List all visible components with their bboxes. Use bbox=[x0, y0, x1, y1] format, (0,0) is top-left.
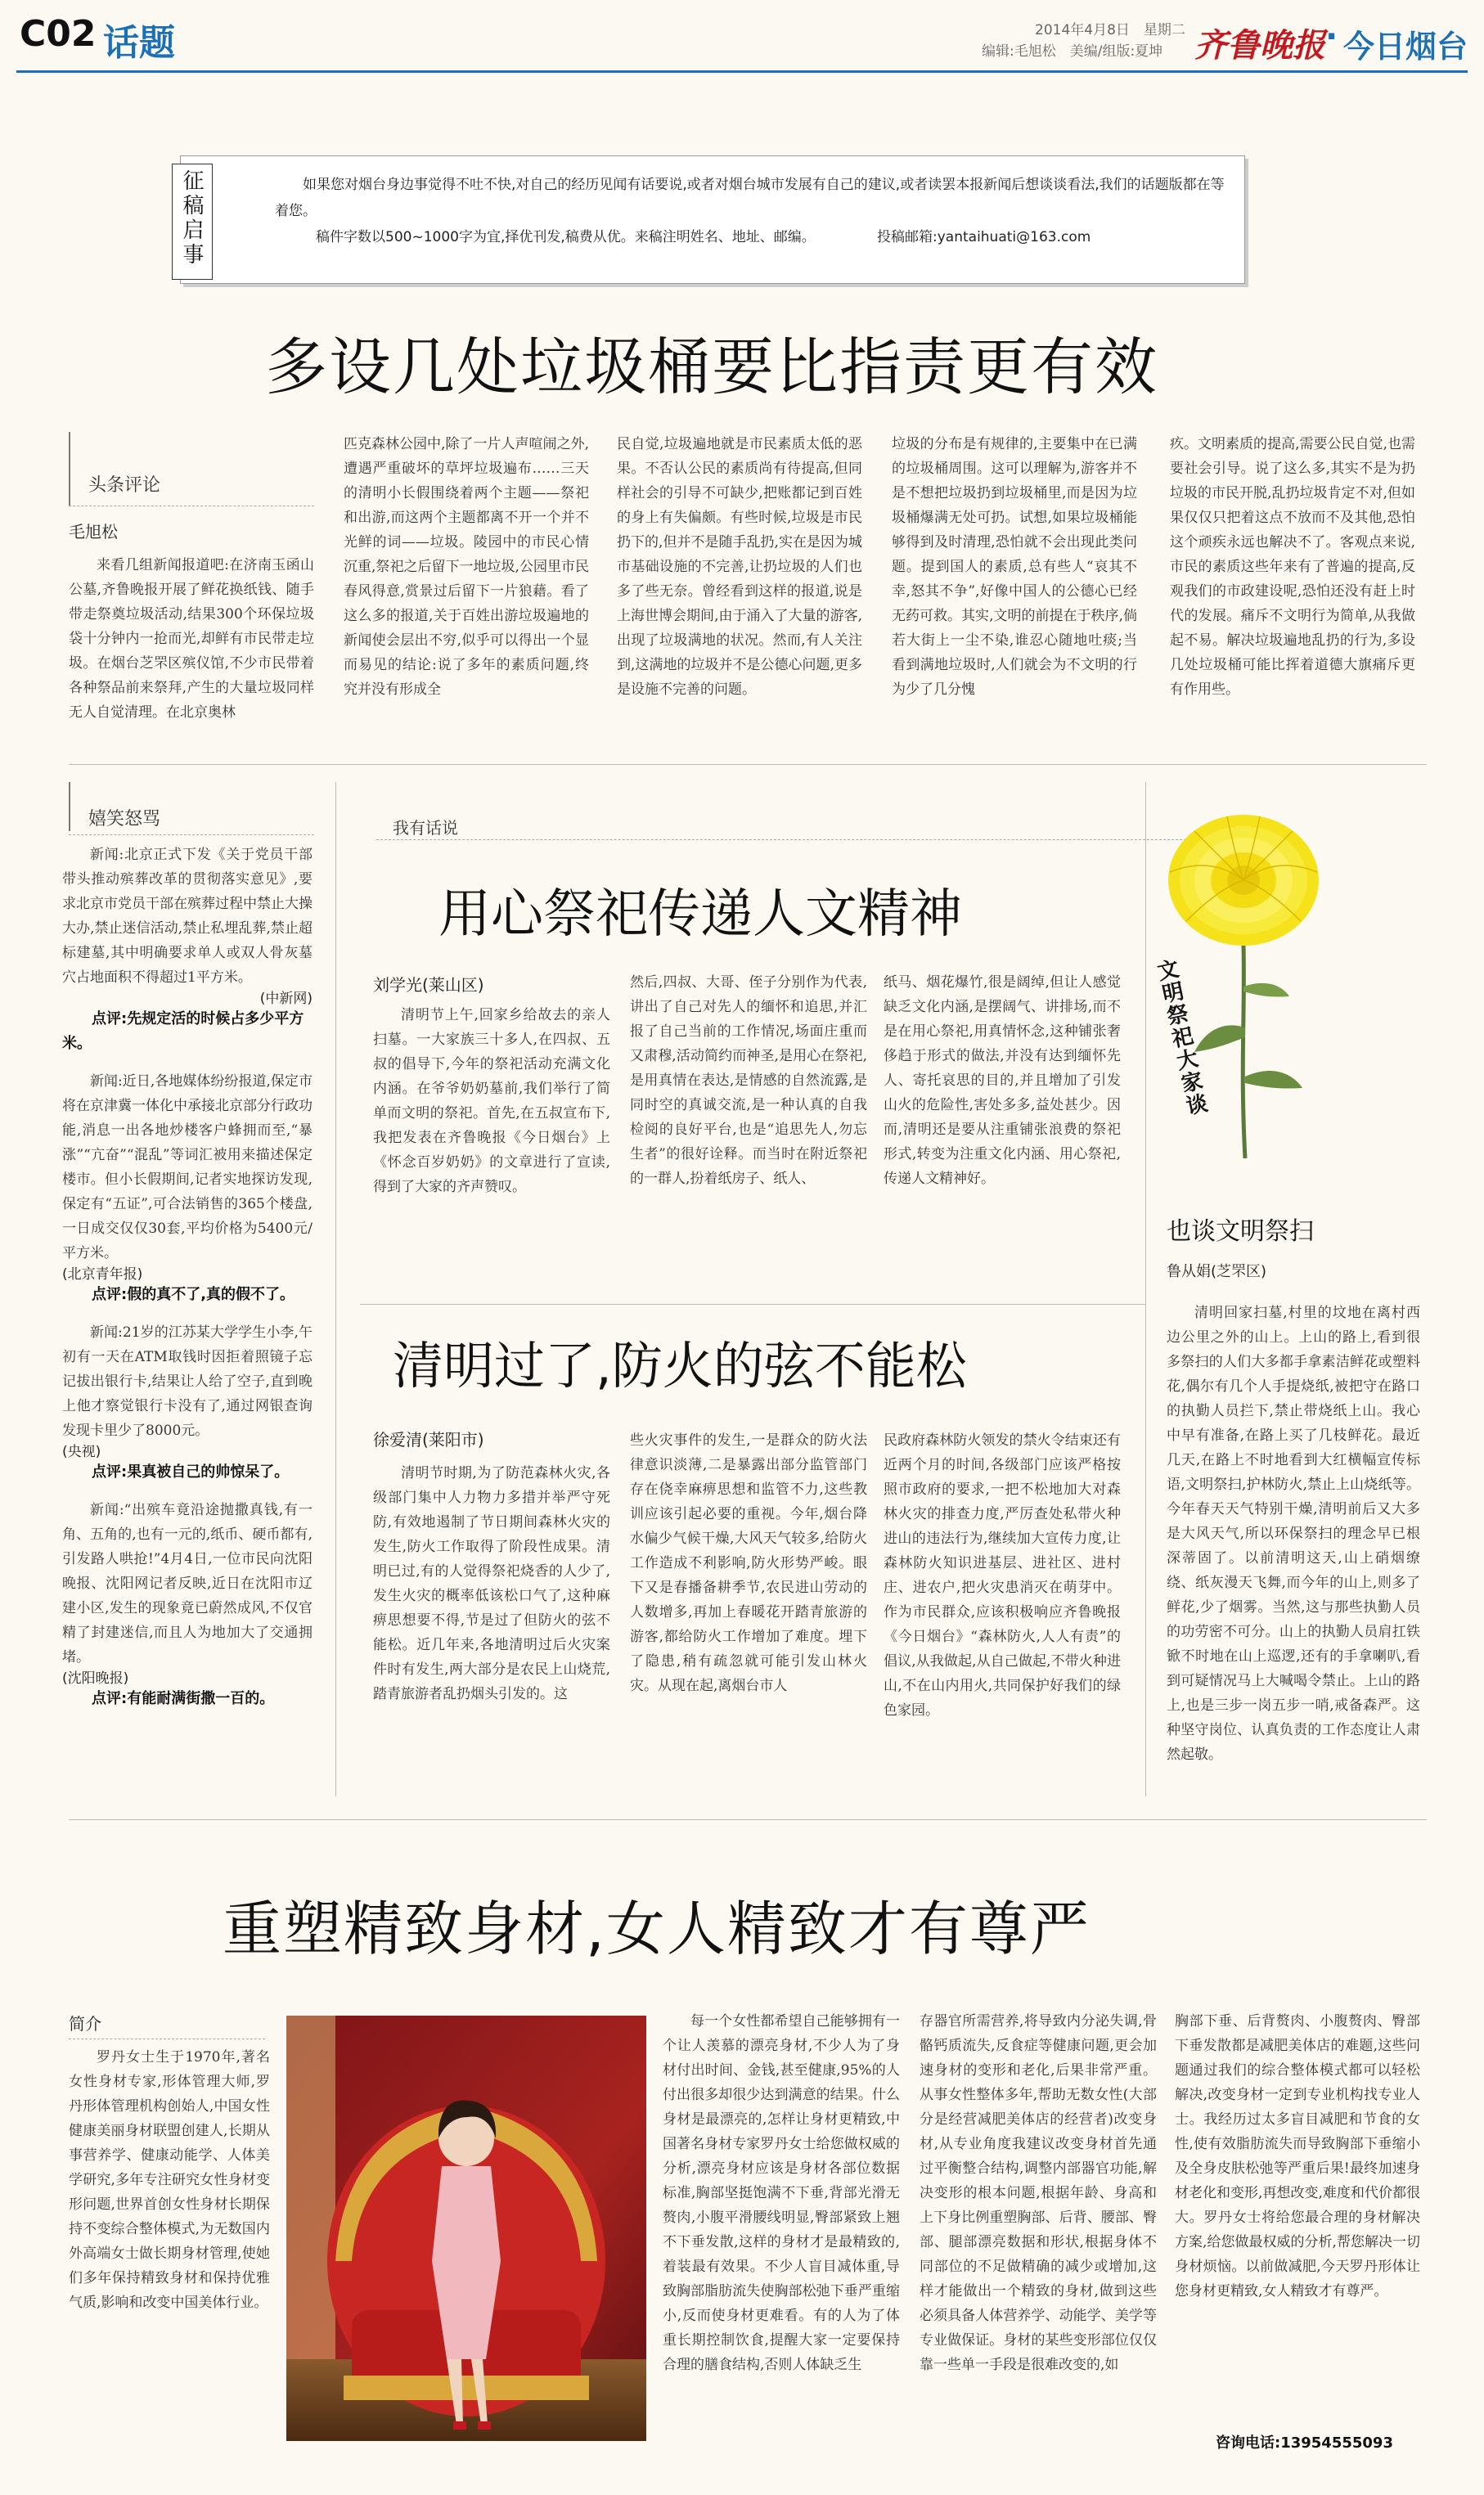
column2-body-col1: 清明节上午,回家乡给故去的亲人扫墓。一大家族三十多人,在四叔、五叔的倡导下,今年的祭祀活动充满文化内涵。在爷爷奶奶墓前,我们举行了简单而文明的祭祀。首先,在五叔宣布下,我把发表在齐鲁晚报《今日烟台》上《怀念百岁奶奶》的文章进行了宣读,得到了大家的齐声赞叹。 bbox=[373, 1007, 610, 1195]
briefs-column-label: 嬉笑怒骂 bbox=[88, 809, 161, 829]
brief-item bbox=[62, 1498, 313, 1711]
briefs-vertical-divider bbox=[335, 782, 336, 1796]
notice-tag-text: 征稿启事 bbox=[179, 169, 204, 267]
brief-comment: 点评:假的真不了,真的假不了。 bbox=[92, 1286, 295, 1303]
ad-body-col1: 每一个女性都希望自己能够拥有一个让人羡慕的漂亮身材,不少人为了身材付出时间、金钱,甚至健康,95%的人付出很多却很少达到满意的结果。什么身材是最漂亮的,怎样让身材更精致,中国著名身材专家罗丹女士给您做权威的分析,漂亮身材应该是身材各部位数据标准,胸部坚挺饱满不下垂,背部光滑无赘肉,小腹平滑腰线明显,臀部紧致上翘不下垂发散,这样的身材才是最精致的,着装最有效果。不少人盲目减体重,导致胸部脂肪流失使胸部松弛下垂严重缩小,反而使身材更难看。有的人为了体重长期控制饮食,提醒大家一定要保持合理的膳食结构,否则人体缺乏生 bbox=[663, 2013, 900, 2373]
column2-body-col3: 纸马、烟花爆竹,很是阔绰,但让人感觉缺乏文化内涵,是摆阔气、讲排场,而不是在用心祭祀,用真情怀念,这种铺张奢侈趋于形式的做法,并没有达到缅怀先人、寄托哀思的目的,并且增加了引发山火的危险性,害处多多,益处甚少。因而,清明还是要从注重铺张浪费的祭祀形式,转变为注重文化内涵、用心祭祀,传递人文精神好。 bbox=[884, 974, 1121, 1187]
column4-vertical-divider bbox=[1145, 782, 1146, 1796]
masthead bbox=[0, 0, 1484, 82]
column2-headline: 用心祭祀传递人文精神 bbox=[438, 884, 962, 945]
brief-comment: 点评:有能耐满街撒一百的。 bbox=[92, 1690, 275, 1707]
lead-body-col2: 匹克森林公园中,除了一片人声喧闹之外,遭遇严重破坏的草坪垃圾遍布……三天的清明小长假围绕着两个主题——祭祀和出游,而这两个主题都离不开一个并不光鲜的词——垃圾。陵园中的市民心情沉重,祭祀之后留下一地垃圾,公园里市民春风得意,赏景过后留下一片狼藉。看了这么多的报道,关于百姓出游垃圾遍地的新闻使会层出不穷,似乎可以得出一个显而易见的结论:说了多年的素质问题,终究并没有形成全 bbox=[344, 436, 589, 698]
brief-source: (中新网) bbox=[259, 991, 313, 1007]
dot-separator: · bbox=[1325, 18, 1338, 56]
column2-dash bbox=[376, 839, 1194, 840]
column3-body-col1: 清明节时期,为了防范森林火灾,各级部门集中人力物力多措并举严守死防,有效地遏制了节日期间森林火灾的发生,防火工作取得了阶段性成果。清明已过,有的人觉得祭祀烧香的人少了,发生火灾的概率低该松口气了,这种麻痹思想要不得,节是过了但防火的弦不能松。近几年来,各地清明过后火灾案件时有发生,两大部分是农民上山烧荒,踏青旅游者乱扔烟头引发的。这 bbox=[373, 1465, 610, 1702]
date-line: 2014年4月8日 星期二 bbox=[1035, 22, 1185, 38]
edition-name: 今日烟台 bbox=[1343, 29, 1468, 65]
column4-vertical-label: 文明祭祀大家谈 bbox=[1152, 956, 1210, 1119]
brief-news: 新闻:北京正式下发《关于党员干部带头推动殡葬改革的贯彻落实意见》,要求北京市党员干部在殡葬过程中禁止大操大办,禁止迷信活动,禁止私埋乱葬,禁止超标建墓,其中明确要求单人或双人骨灰墓穴占地面积不得超过1平方米。 bbox=[62, 847, 313, 986]
lead-body-col4: 垃圾的分布是有规律的,主要集中在已满的垃圾桶周围。这可以理解为,游客并不是不想把垃圾扔到垃圾桶里,而是因为垃圾桶爆满无处可扔。试想,如果垃圾桶能够得到及时清理,恐怕就不会出现此类问题。提到国人的素质,总有些人“哀其不幸,怒其不争”,好像中国人的公德心已经无药可救。其实,文明的前提在于秩序,倘若大街上一尘不染,谁忍心随地吐痰;当看到满地垃圾时,人们就会为不文明的行为少了几分愧 bbox=[892, 436, 1137, 698]
briefs-column-dash bbox=[69, 834, 314, 835]
paper-name: 齐鲁晚报 bbox=[1194, 26, 1325, 65]
masthead-rule bbox=[16, 70, 1468, 73]
column3-headline: 清明过了,防火的弦不能松 bbox=[393, 1336, 967, 1396]
column2-label: 我有话说 bbox=[393, 818, 458, 838]
column2-body-col2: 然后,四叔、大哥、侄子分别作为代表,讲出了自己对先人的缅怀和追思,并汇报了自己当前的工作情况,场面庄重而又肃穆,活动简约而神圣,是用心在祭祀,是用真情在表达,是情感的自然流露,是同时空的真诚交流,是一种认真的自我检阅的良好平台,也是“追思先人,勿忘生者”的很好诠释。而当时在附近祭祀的一群人,扮着纸房子、纸人、 bbox=[630, 974, 867, 1187]
ad-intro-label: 简介 bbox=[69, 2014, 101, 2034]
column2-divider bbox=[360, 1304, 1145, 1305]
middle-divider bbox=[69, 1819, 1427, 1820]
flower-head bbox=[1168, 815, 1319, 946]
column4-author: 鲁从娟(芝罘区) bbox=[1167, 1263, 1267, 1280]
page-code: C02 bbox=[20, 13, 97, 55]
chrysanthemum-illustration bbox=[1153, 782, 1333, 1167]
column3-author: 徐爱清(莱阳市) bbox=[373, 1430, 484, 1450]
lead-body-col5: 疚。文明素质的提高,需要公民自觉,也需要社会引导。说了这么多,其实不是为扔垃圾的市民开脱,乱扔垃圾肯定不对,但如果仅仅只把着这点不放而不及其他,恐怕这个顽疾永远也解决不了。客观点来说,市民的素质这些年来有了普遍的提高,反观我们的市政建设呢,恐怕还没有赶上时代的发展。痛斥不文明行为简单,从我做起不易。解决垃圾遍地乱扔的行为,多设几处垃圾桶可能比挥着道德大旗痛斥更有作用些。 bbox=[1170, 436, 1415, 698]
brief-comment: 点评:先规定活的时候占多少平方米。 bbox=[62, 1010, 304, 1052]
flower-stem bbox=[1194, 946, 1302, 1158]
ad-headline: 重塑精致身材,女人精致才有尊严 bbox=[223, 1895, 1091, 1963]
brief-source: (沈阳晚报) bbox=[62, 1670, 129, 1687]
briefs-list bbox=[62, 843, 313, 1800]
brief-news: 新闻:近日,各地媒体纷纷报道,保定市将在京津冀一体化中承接北京部分行政功能,消息一出各地炒楼客户蜂拥而至,“暴涨”“亢奋”“混乱”等词汇被用来描述保定楼市。但小长假期间,记者实地探访发现,保定有“五证”,可合法销售的365个楼盘,一日成交仅仅30套,平均价格为5400元/平方米。 bbox=[62, 1073, 313, 1261]
lead-body-col1: 来看几组新闻报道吧:在济南玉函山公墓,齐鲁晚报开展了鲜花换纸钱、随手带走祭奠垃圾活动,结果300个环保垃圾袋十分钟内一抢而光,却鲜有市民带走垃圾。在烟台芝罘区殡仪馆,不少市民带着各种祭品前来祭拜,产生的大量垃圾同样无人自觉清理。在北京奥林 bbox=[69, 557, 314, 721]
column4-body: 清明回家扫墓,村里的坟地在离村西边公里之外的山上。上山的路上,看到很多祭扫的人们大多都手拿素洁鲜花或塑料花,偶尔有几个人手提烧纸,被把守在路口的执勤人员拦下,禁止带烧纸上山。我心中早有准备,在路上买了几枝鲜花。最近几天,在路上不时地看到大红横幅宣传标语,文明祭扫,护林防火,禁止上山烧纸等。今年春天天气特别干燥,清明前后又大多是大风天气,所以环保祭扫的理念早已根深蒂固了。以前清明这天,山上硝烟缭绕、纸灰漫天飞舞,而今年的山上,则多了鲜花,少了烟雾。当然,这与那些执勤人员的功劳密不可分。山上的执勤人员肩扛铁锨不时地在山上巡逻,还有的手拿喇叭,看到可疑情况马上大喊喝令禁止。上山的路上,也是三步一岗五步一哨,戒备森严。这种坚守岗位、认真负责的工作态度让人肃然起敬。 bbox=[1167, 1305, 1420, 1763]
ad-intro-text: 罗丹女士生于1970年,著名女性身材专家,形体管理大师,罗丹形体管理机构创始人,中国女性健康美丽身材联盟创建人,长期从事营养学、健康动能学、人体美学研究,多年专注研究女性身材变形问题,世界首创女性身材长期保持不变综合整体模式,为无数国内外高端女士做长期身材管理,使她们多年保持精致身材和保持优雅气质,影响和改变中国美体行业。 bbox=[69, 2049, 270, 2311]
editors-line: 编辑:毛旭松 美编/组版:夏坤 bbox=[982, 43, 1163, 60]
notice-tag bbox=[172, 164, 213, 280]
ad-body-col2: 存器官所需营养,将导致内分泌失调,骨骼钙质流失,反食症等健康问题,更会加速身材的变形和老化,后果非常严重。从事女性整体多年,帮助无数女性(大部分是经营减肥美体店的经营者)改变身材,从专业角度我建议改变身材首先通过平衡整合结构,调整内部器官功能,解决变形的根本问题,根据年龄、身高和上下身比例重塑胸部、后背、腰部、臀部、腿部漂亮数据和形状,根据身体不同部位的不足做精确的减少或增加,这样才能做出一个精致的身材,做到这些必须具备人体营养学、动能学、美学等专业做保证。身材的某些变形部位仅仅靠一些单一手段是很难改变的,如 bbox=[920, 2013, 1157, 2373]
brief-comment: 点评:果真被自己的帅惊呆了。 bbox=[92, 1463, 290, 1481]
lead-headline: 多设几处垃圾桶要比指责更有效 bbox=[265, 330, 1158, 403]
lead-author: 毛旭松 bbox=[69, 522, 118, 542]
brief-item bbox=[62, 1069, 313, 1307]
ad-phone: 咨询电话:13954555093 bbox=[1216, 2434, 1393, 2452]
briefs-column-bar bbox=[69, 782, 70, 831]
column3-body-col3: 民政府森林防火领发的禁火令结束还有近两个月的时间,各级部门应该严格按照市政府的要求,一把不松地加大对森林火灾的排查力度,严厉查处私带火种进山的违法行为,继续加大宣传力度,让森林防火知识进基层、进社区、进村庄、进农户,把火灾患消灭在萌芽中。作为市民群众,应该积极响应齐鲁晚报《今日烟台》“森林防火,人人有责”的倡议,从我做起,从自己做起,不带火种进山,不在山内用火,共同保护好我们的绿色家园。 bbox=[884, 1432, 1121, 1719]
notice-text: 如果您对烟台身边事觉得不吐不快,对自己的经历见闻有话要说,或者对烟台城市发展有自己的建议,或者读罢本报新闻后想谈谈看法,我们的话题版都在等着您。 bbox=[275, 177, 1225, 219]
brief-news: 新闻:21岁的江苏某大学学生小李,午初有一天在ATM取钱时因拒着照镜子忘记拔出银行卡,结果让人给了空子,直到晚上他才察觉银行卡没有了,通过网银查询发现卡里少了8000元。 bbox=[62, 1324, 313, 1439]
lead-column-bar bbox=[69, 432, 70, 506]
column2-author: 刘学光(莱山区) bbox=[373, 975, 484, 995]
section-title: 话题 bbox=[103, 22, 175, 64]
brief-source: (北京青年报) bbox=[62, 1266, 143, 1283]
lead-body-col3: 民自觉,垃圾遍地就是市民素质太低的恶果。不否认公民的素质尚有待提高,但同样社会的引导不可缺少,把账都记到百姓的身上有失偏颇。有些时候,垃圾是市民扔下的,但并不是随手乱扔,实在是因为城市基础设施的不完善,让扔垃圾的人们也多了些无奈。曾经看到这样的报道,说是上海世博会期间,由于涌入了大量的游客,出现了垃圾满地的状况。然而,有人关注到,这满地的垃圾并不是公德心问题,更多是设施不完善的问题。 bbox=[617, 436, 862, 698]
ad-portrait-photo bbox=[286, 2016, 646, 2441]
brief-item bbox=[62, 843, 313, 1056]
brief-item bbox=[62, 1320, 313, 1485]
brief-news: 新闻:“出殡车竟沿途抛撒真钱,有一角、五角的,也有一元的,纸币、硬币都有,引发路人哄抢!”4月4日,一位市民向沈阳晚报、沈阳网记者反映,近日在沈阳市辽建小区,发生的现象竟已蔚然成风,不仅官精了封建迷信,而且人为地加大了交通拥堵。 bbox=[62, 1502, 313, 1666]
brief-source: (央视) bbox=[62, 1444, 101, 1460]
ad-body-col3: 胸部下垂、后背赘肉、小腹赘肉、臀部下垂发散都是减肥美体店的难题,这些问题通过我们的综合整体模式都可以轻松解决,改变身材一定到专业机构找专业人士。我经历过太多盲目减肥和节食的女性,使有效脂肪流失而导致胸部下垂缩小及全身皮肤松弛等严重后果!最终加速身材老化和变形,再想改变,难度和代价都很大。罗丹女士将给您最合理的身材解决方案,给您做最权威的分析,帮您解决一切身材烦恼。以前做减肥,今天罗丹形体让您身材更精致,女人精致才有尊严。 bbox=[1175, 2013, 1420, 2299]
lead-column-label: 头条评论 bbox=[88, 475, 161, 496]
column3-body-col2: 些火灾事件的发生,一是群众的防火法律意识淡薄,二是暴露出部分监管部门存在侥幸麻痹思想和监管不力,这些教训应该引起必要的重视。今年,烟台降水偏少气候干燥,大风天气较多,给防火工作造成不利影响,防火形势严峻。眼下又是春播备耕季节,农民进山劳动的人数增多,再加上春暖花开踏青旅游的游客,都给防火工作增加了难度。埋下了隐患,稍有疏忽就可能引发山林火灾。从现在起,离烟台市人 bbox=[630, 1432, 867, 1694]
notice-email: 投稿邮箱:yantaihuati@163.com bbox=[877, 229, 1091, 245]
notice-requirements: 稿件字数以500~1000字为宜,择优刊发,稿费从优。来稿注明姓名、地址、邮编。 bbox=[316, 229, 816, 245]
column4-headline: 也谈文明祭扫 bbox=[1167, 1217, 1314, 1246]
lead-divider bbox=[69, 764, 1427, 765]
